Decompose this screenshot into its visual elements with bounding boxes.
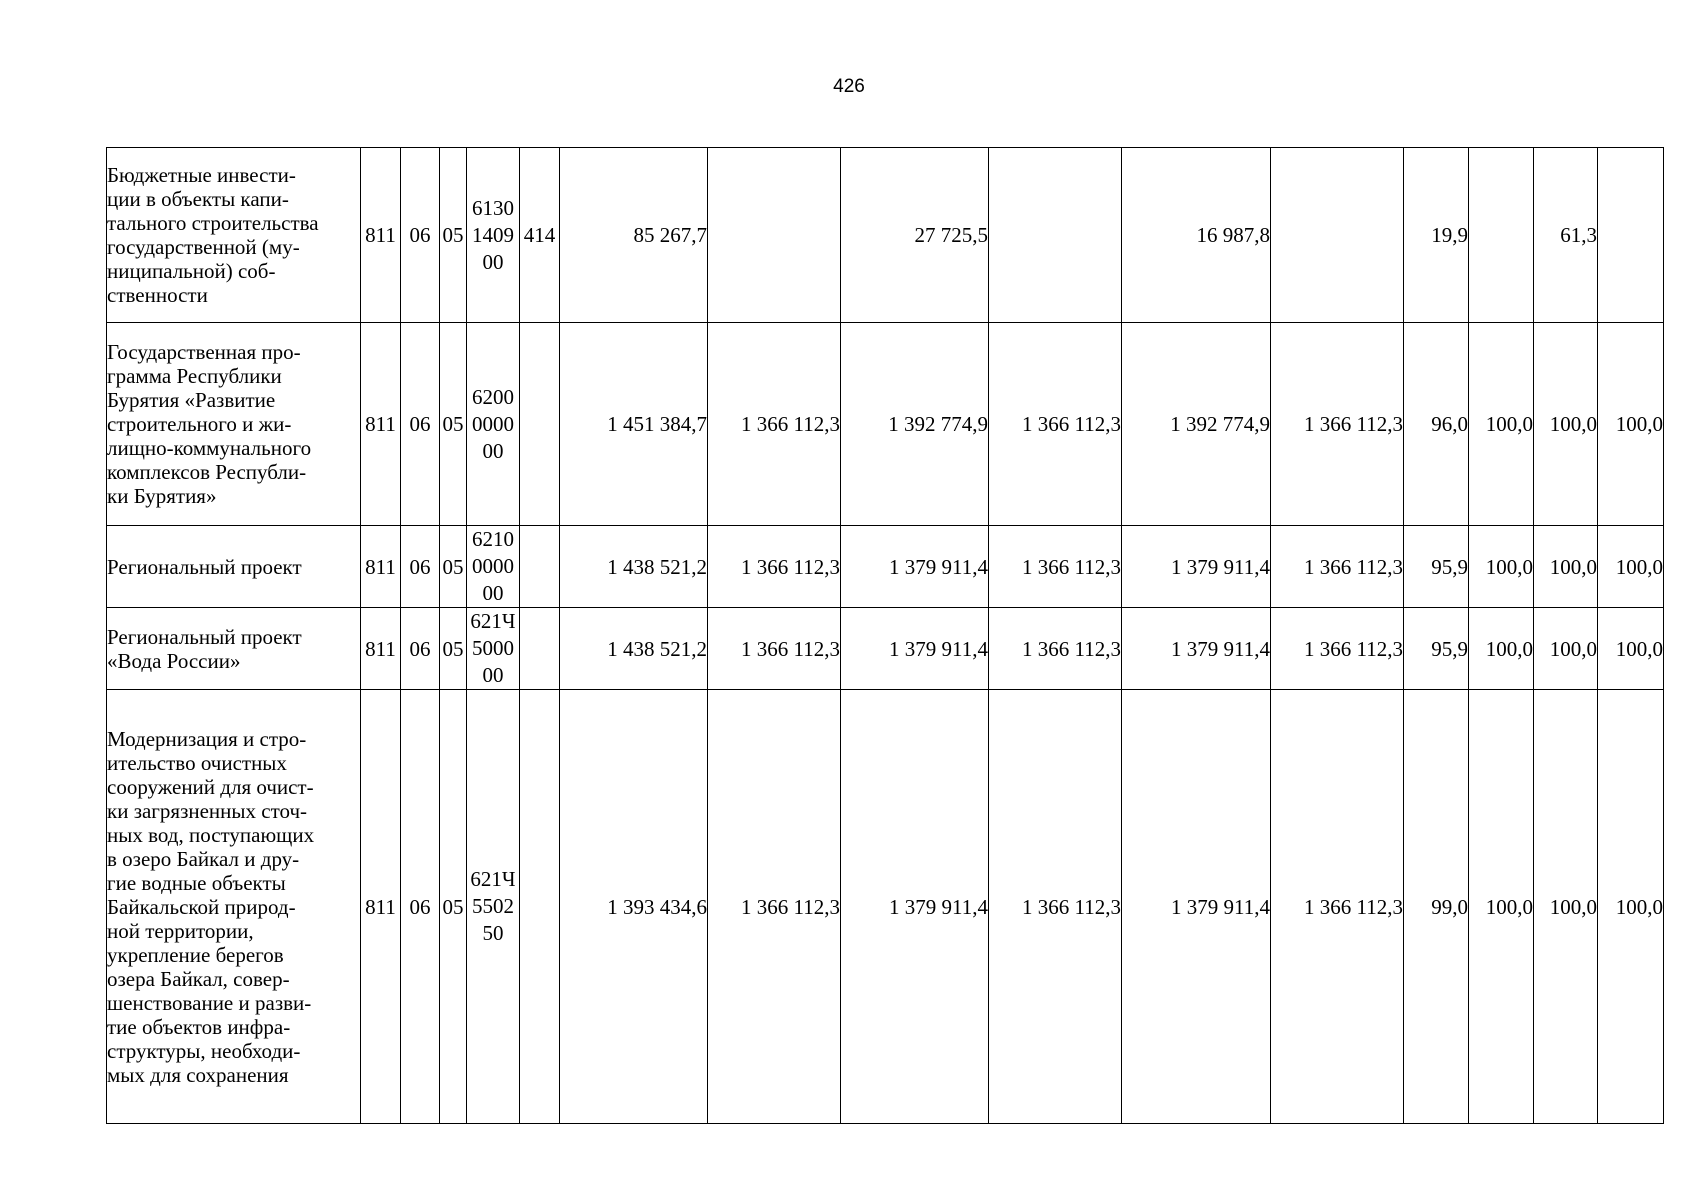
amount-cell: 1 379 911,4 <box>1122 526 1271 608</box>
csr-line: 00 <box>482 438 504 463</box>
row-name-line: грамма Республики <box>107 364 282 388</box>
row-name-line: Бюджетные инвести- <box>107 163 296 187</box>
csr-line: 5502 <box>472 894 514 918</box>
percent-cell: 99,0 <box>1404 690 1469 1124</box>
csr-cell <box>467 690 520 1124</box>
percent-cell: 100,0 <box>1534 690 1598 1124</box>
csr-line: 0000 <box>472 554 514 578</box>
csr-line: 00 <box>482 249 504 274</box>
amount-cell: 85 267,7 <box>560 148 708 323</box>
csr-cell <box>467 526 520 608</box>
row-name-line: строительного и жи- <box>107 412 292 436</box>
row-name-line: Государственная про- <box>107 340 301 364</box>
csr-line: 00 <box>482 663 504 687</box>
percent-cell: 100,0 <box>1469 526 1534 608</box>
amount-cell: 1 366 112,3 <box>708 526 841 608</box>
pr-cell: 05 <box>440 690 467 1124</box>
amount-cell: 1 366 112,3 <box>1271 690 1404 1124</box>
amount-cell: 1 379 911,4 <box>841 526 989 608</box>
csr-line: 5000 <box>472 636 514 660</box>
percent-cell: 100,0 <box>1598 608 1664 690</box>
percent-cell: 100,0 <box>1534 608 1598 690</box>
gr-cell: 811 <box>361 526 401 608</box>
amount-cell: 1 366 112,3 <box>989 323 1122 526</box>
percent-cell: 100,0 <box>1534 323 1598 526</box>
table-row <box>107 526 1664 608</box>
amount-cell: 1 366 112,3 <box>708 690 841 1124</box>
pr-cell: 05 <box>440 608 467 690</box>
amount-cell: 1 451 384,7 <box>560 323 708 526</box>
csr-cell <box>467 323 520 526</box>
row-name-line: тие объектов инфра- <box>107 1014 291 1039</box>
row-name-cell <box>107 608 361 690</box>
amount-cell: 1 379 911,4 <box>841 690 989 1124</box>
row-name-line: Бурятия «Развитие <box>107 388 276 412</box>
amount-cell: 1 438 521,2 <box>560 608 708 690</box>
rz-cell: 06 <box>401 608 440 690</box>
row-name-line: ительство очистных <box>107 750 287 775</box>
percent-cell: 100,0 <box>1469 323 1534 526</box>
vr-cell <box>520 690 560 1124</box>
row-name-line: Региональный проект <box>107 624 302 649</box>
amount-cell: 1 379 911,4 <box>1122 608 1271 690</box>
row-name-line: ции в объекты капи- <box>107 187 289 211</box>
percent-cell <box>1469 148 1534 323</box>
rz-cell: 06 <box>401 323 440 526</box>
row-name-line: мых для сохранения <box>107 1062 289 1087</box>
amount-cell: 1 366 112,3 <box>1271 526 1404 608</box>
gr-cell: 811 <box>361 148 401 323</box>
percent-cell <box>1598 148 1664 323</box>
amount-cell: 1 366 112,3 <box>1271 323 1404 526</box>
percent-cell: 19,9 <box>1404 148 1469 323</box>
row-name-cell <box>107 526 361 608</box>
csr-line: 6200 <box>472 384 514 409</box>
amount-cell: 1 438 521,2 <box>560 526 708 608</box>
rz-cell: 06 <box>401 690 440 1124</box>
amount-cell: 1 393 434,6 <box>560 690 708 1124</box>
row-name-line: гие водные объекты <box>107 870 286 895</box>
row-name-line: ной территории, <box>107 918 254 943</box>
row-name-line: укрепление берегов <box>107 942 284 967</box>
pr-cell: 05 <box>440 323 467 526</box>
csr-line: 6210 <box>472 527 514 551</box>
csr-line: 0000 <box>472 411 514 436</box>
row-name-line: тального строительства <box>107 211 319 235</box>
csr-cell <box>467 148 520 323</box>
row-name-line: ниципальной) соб- <box>107 259 276 283</box>
percent-cell: 100,0 <box>1598 323 1664 526</box>
percent-cell: 100,0 <box>1534 526 1598 608</box>
amount-cell: 1 366 112,3 <box>989 690 1122 1124</box>
vr-cell <box>520 526 560 608</box>
csr-line: 1409 <box>472 222 514 247</box>
amount-cell: 1 366 112,3 <box>989 608 1122 690</box>
csr-line: 50 <box>482 921 504 945</box>
csr-line: 621Ч <box>470 867 516 891</box>
row-name-line: ки загрязненных сточ- <box>107 798 308 823</box>
pr-cell: 05 <box>440 148 467 323</box>
vr-cell: 414 <box>520 148 560 323</box>
vr-cell <box>520 608 560 690</box>
table-row <box>107 148 1664 323</box>
row-name-line: комплексов Республи- <box>107 460 307 484</box>
amount-cell: 1 366 112,3 <box>1271 608 1404 690</box>
percent-cell: 95,9 <box>1404 608 1469 690</box>
row-name-line: ки Бурятия» <box>107 484 217 508</box>
row-name-line: озера Байкал, совер- <box>107 966 290 991</box>
budget-table <box>106 147 1664 1124</box>
percent-cell: 95,9 <box>1404 526 1469 608</box>
amount-cell: 1 392 774,9 <box>1122 323 1271 526</box>
row-name-line: ных вод, поступающих <box>107 822 315 847</box>
table-body <box>107 148 1664 1124</box>
row-name-line: государственной (му- <box>107 235 300 259</box>
csr-cell <box>467 608 520 690</box>
amount-cell: 1 392 774,9 <box>841 323 989 526</box>
row-name-line: структуры, необходи- <box>107 1038 301 1063</box>
row-name-cell <box>107 148 361 323</box>
gr-cell: 811 <box>361 323 401 526</box>
pr-cell: 05 <box>440 526 467 608</box>
row-name-cell <box>107 323 361 526</box>
rz-cell: 06 <box>401 148 440 323</box>
gr-cell: 811 <box>361 690 401 1124</box>
amount-cell <box>708 148 841 323</box>
vr-cell <box>520 323 560 526</box>
rz-cell: 06 <box>401 526 440 608</box>
amount-cell <box>1271 148 1404 323</box>
row-name-line: Модернизация и стро- <box>107 726 307 751</box>
amount-cell: 1 366 112,3 <box>708 608 841 690</box>
row-name-line: Региональный проект <box>107 554 302 579</box>
percent-cell: 100,0 <box>1469 690 1534 1124</box>
amount-cell: 1 379 911,4 <box>841 608 989 690</box>
amount-cell: 1 366 112,3 <box>989 526 1122 608</box>
amount-cell: 1 366 112,3 <box>708 323 841 526</box>
row-name-line: лищно-коммунального <box>107 436 312 460</box>
table-row <box>107 608 1664 690</box>
row-name-line: ственности <box>107 283 208 307</box>
percent-cell: 61,3 <box>1534 148 1598 323</box>
row-name-line: Байкальской природ- <box>107 894 296 919</box>
gr-cell: 811 <box>361 608 401 690</box>
row-name-cell <box>107 690 361 1124</box>
row-name-line: сооружений для очист- <box>107 774 314 799</box>
percent-cell: 100,0 <box>1598 526 1664 608</box>
percent-cell: 96,0 <box>1404 323 1469 526</box>
csr-line: 00 <box>482 581 504 605</box>
row-name-line: в озеро Байкал и дру- <box>107 846 300 871</box>
page-number: 426 <box>833 76 865 97</box>
amount-cell <box>989 148 1122 323</box>
amount-cell: 27 725,5 <box>841 148 989 323</box>
table-row <box>107 323 1664 526</box>
amount-cell: 16 987,8 <box>1122 148 1271 323</box>
percent-cell: 100,0 <box>1598 690 1664 1124</box>
row-name-line: «Вода России» <box>107 648 241 673</box>
row-name-line: шенствование и разви- <box>107 990 312 1015</box>
csr-line: 621Ч <box>470 609 516 633</box>
amount-cell: 1 379 911,4 <box>1122 690 1271 1124</box>
csr-line: 6130 <box>472 195 514 220</box>
table-row <box>107 690 1664 1124</box>
percent-cell: 100,0 <box>1469 608 1534 690</box>
